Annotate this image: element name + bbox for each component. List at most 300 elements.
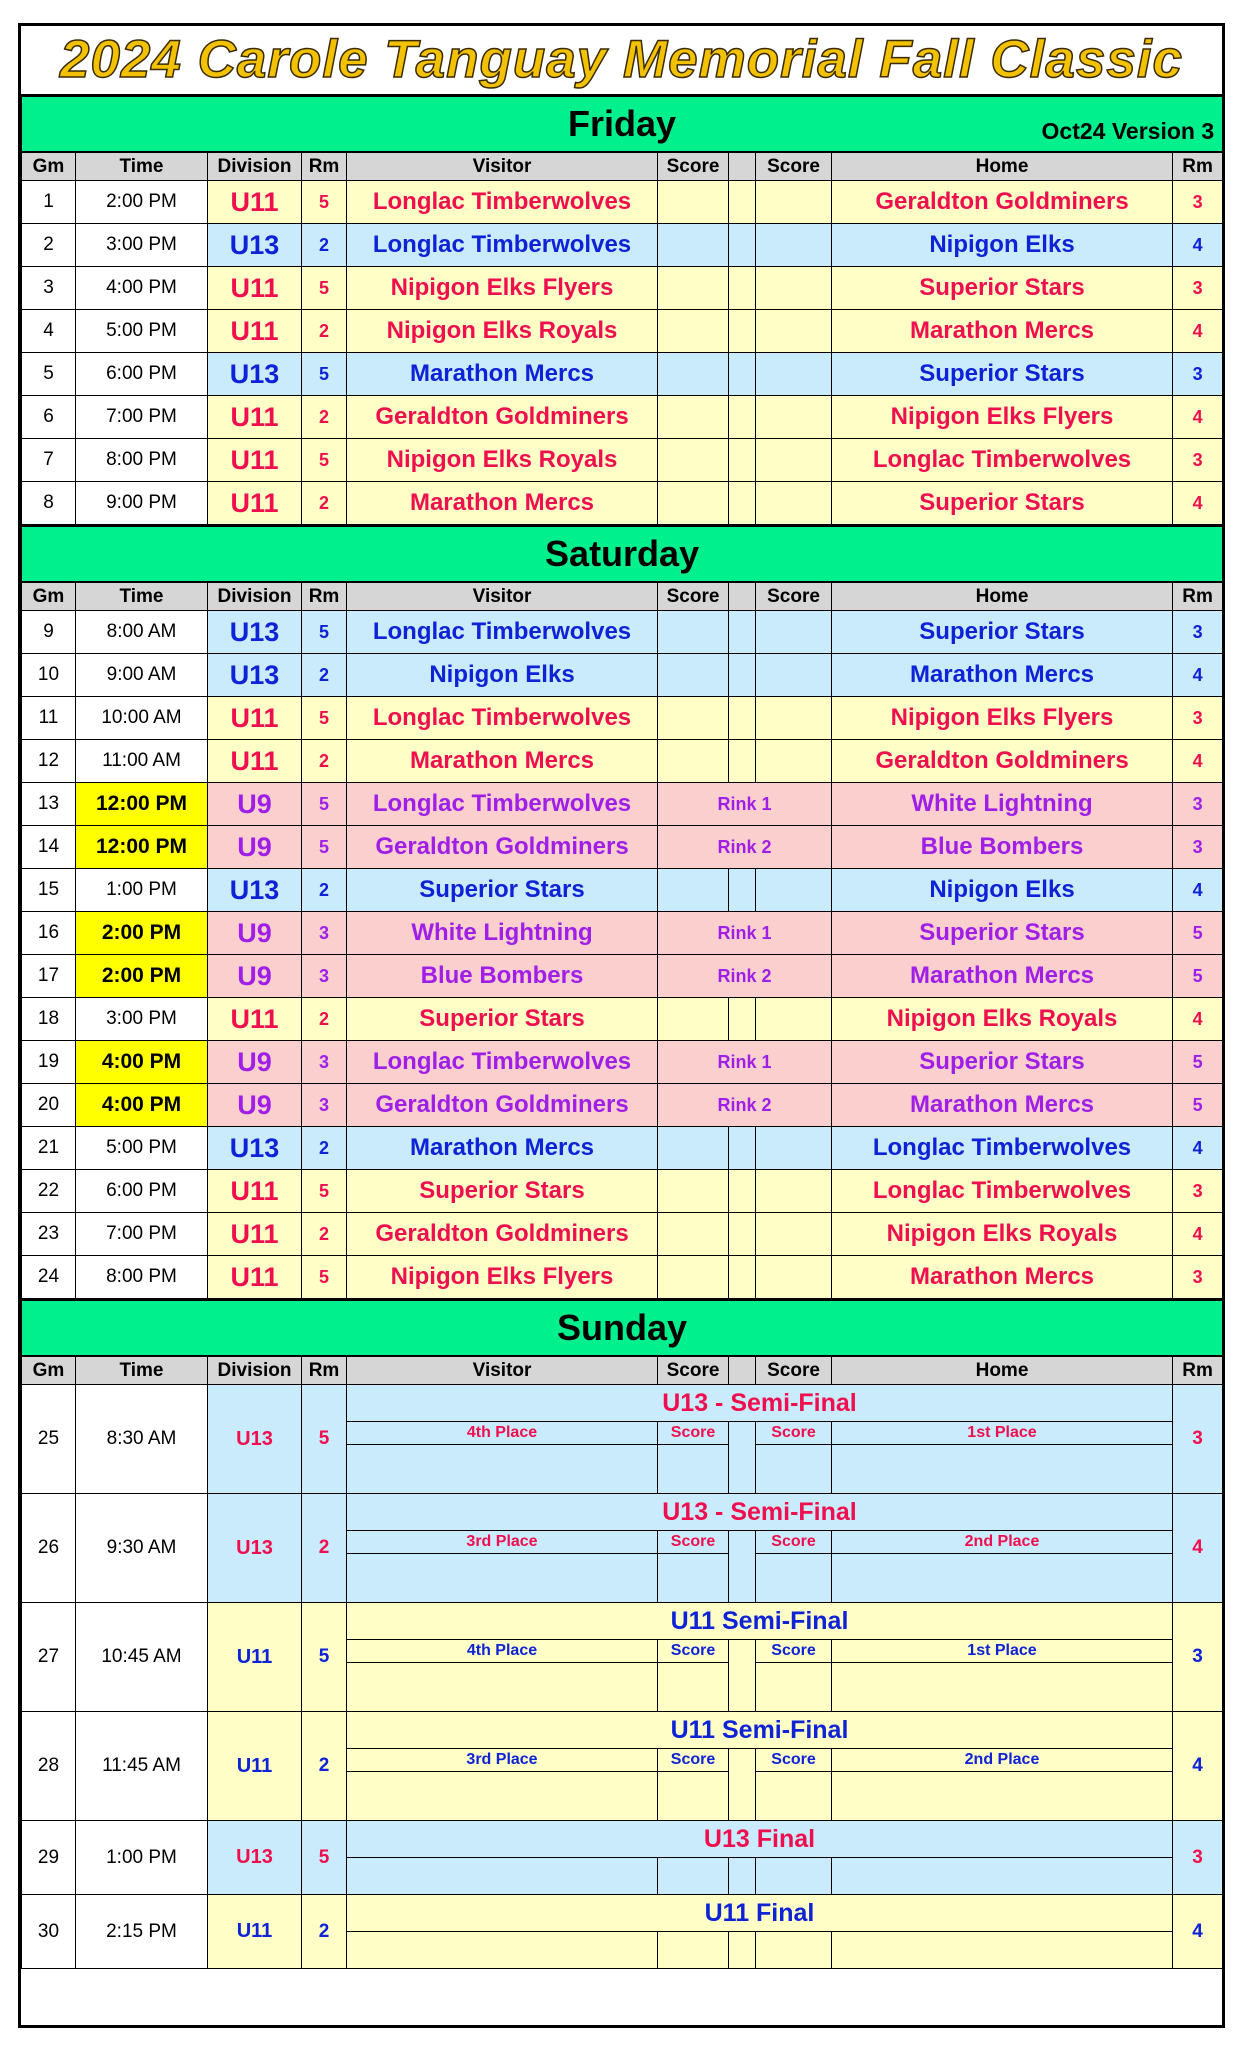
- game-time: 7:00 PM: [76, 1213, 208, 1256]
- game-time: 9:00 AM: [76, 654, 208, 697]
- visitor-score: [658, 310, 729, 353]
- game-row: [22, 783, 1223, 826]
- home-score: [756, 181, 832, 224]
- col-gap-header: [729, 152, 756, 181]
- visitor-score: [658, 611, 729, 654]
- visitor-score-entry: [658, 1932, 729, 1969]
- visitor-room: 2: [302, 224, 347, 267]
- game-division: U9: [208, 826, 302, 869]
- visitor-score-entry: [658, 1554, 729, 1603]
- home-room: 5: [1173, 912, 1223, 955]
- home-room: 4: [1173, 482, 1223, 526]
- game-division: U11: [208, 181, 302, 224]
- home-team: Marathon Mercs: [832, 1256, 1173, 1300]
- playoff-heading: U11 Semi-Final: [347, 1603, 1173, 1640]
- game-number: 12: [22, 740, 76, 783]
- schedule-table: [21, 94, 1223, 1969]
- score-gap: [729, 181, 756, 224]
- home-team-entry: [832, 1663, 1173, 1712]
- col-visitor-header: Visitor: [347, 152, 658, 181]
- day-banner: [22, 526, 1223, 583]
- rink-label: Rink 1: [658, 912, 832, 955]
- visitor-team: Longlac Timberwolves: [347, 181, 658, 224]
- visitor-team: Longlac Timberwolves: [347, 224, 658, 267]
- game-number: 28: [22, 1712, 76, 1821]
- home-score: [756, 1170, 832, 1213]
- visitor-score: [658, 869, 729, 912]
- visitor-team-entry: [347, 1554, 658, 1603]
- visitor-team-entry: [347, 1772, 658, 1821]
- game-division: U13: [208, 611, 302, 654]
- home-room: 3: [1173, 1170, 1223, 1213]
- game-number: 6: [22, 396, 76, 439]
- col-rm-header: Rm: [302, 1356, 347, 1385]
- visitor-team: Longlac Timberwolves: [347, 611, 658, 654]
- game-number: 7: [22, 439, 76, 482]
- col-gap-header: [729, 1356, 756, 1385]
- game-time: 11:00 AM: [76, 740, 208, 783]
- visitor-score-entry: [658, 1858, 729, 1895]
- visitor-score: [658, 1127, 729, 1170]
- day-banner: [22, 1300, 1223, 1357]
- home-team-entry: [832, 1932, 1173, 1969]
- home-score: [756, 998, 832, 1041]
- game-row: [22, 310, 1223, 353]
- col-score-header: Score: [756, 582, 832, 611]
- home-team-entry: [832, 1772, 1173, 1821]
- game-division: U13: [208, 1385, 302, 1494]
- home-room: 4: [1173, 654, 1223, 697]
- home-score: [756, 439, 832, 482]
- home-score: [756, 654, 832, 697]
- visitor-score: [658, 224, 729, 267]
- game-number: 13: [22, 783, 76, 826]
- home-team: Marathon Mercs: [832, 1084, 1173, 1127]
- score-gap: [729, 267, 756, 310]
- game-number: 27: [22, 1603, 76, 1712]
- home-team: Marathon Mercs: [832, 955, 1173, 998]
- visitor-team: Blue Bombers: [347, 955, 658, 998]
- game-number: 25: [22, 1385, 76, 1494]
- home-team: Longlac Timberwolves: [832, 1170, 1173, 1213]
- schedule-sheet: [18, 23, 1225, 2028]
- home-score: [756, 224, 832, 267]
- game-number: 22: [22, 1170, 76, 1213]
- game-division: U11: [208, 697, 302, 740]
- visitor-score-label: Score: [658, 1640, 729, 1663]
- game-division: U9: [208, 955, 302, 998]
- visitor-room: 5: [302, 783, 347, 826]
- home-room: 3: [1173, 697, 1223, 740]
- playoff-heading: U13 - Semi-Final: [347, 1385, 1173, 1422]
- score-gap: [729, 1127, 756, 1170]
- game-number: 19: [22, 1041, 76, 1084]
- game-number: 17: [22, 955, 76, 998]
- home-score-entry: [756, 1663, 832, 1712]
- visitor-room: 5: [302, 826, 347, 869]
- score-gap: [729, 1858, 756, 1895]
- score-gap: [729, 869, 756, 912]
- home-team: Blue Bombers: [832, 826, 1173, 869]
- visitor-room: 5: [302, 439, 347, 482]
- col-time-header: Time: [76, 152, 208, 181]
- visitor-team: Longlac Timberwolves: [347, 1041, 658, 1084]
- game-number: 5: [22, 353, 76, 396]
- game-time: 6:00 PM: [76, 353, 208, 396]
- page-title: 2024 Carole Tanguay Memorial Fall Classic: [59, 30, 1184, 89]
- col-score-header: Score: [756, 152, 832, 181]
- game-number: 14: [22, 826, 76, 869]
- visitor-score-label: Score: [658, 1749, 729, 1772]
- game-number: 10: [22, 654, 76, 697]
- game-time: 8:30 AM: [76, 1385, 208, 1494]
- game-number: 9: [22, 611, 76, 654]
- game-number: 26: [22, 1494, 76, 1603]
- game-time: 2:00 PM: [76, 181, 208, 224]
- col-home-header: Home: [832, 152, 1173, 181]
- visitor-team: Longlac Timberwolves: [347, 697, 658, 740]
- home-score: [756, 1127, 832, 1170]
- home-score: [756, 267, 832, 310]
- game-row: [22, 998, 1223, 1041]
- visitor-room: 2: [302, 482, 347, 526]
- game-time: 9:30 AM: [76, 1494, 208, 1603]
- home-score-label: Score: [756, 1640, 832, 1663]
- game-row: [22, 912, 1223, 955]
- game-division: U11: [208, 740, 302, 783]
- score-gap: [729, 1531, 756, 1603]
- home-seed-label: 2nd Place: [832, 1531, 1173, 1554]
- game-row: [22, 955, 1223, 998]
- col-rm-header: Rm: [1173, 152, 1223, 181]
- visitor-score-entry: [658, 1445, 729, 1494]
- home-seed-label: 1st Place: [832, 1640, 1173, 1663]
- home-room: 3: [1173, 826, 1223, 869]
- home-score: [756, 697, 832, 740]
- visitor-team: Geraldton Goldminers: [347, 1213, 658, 1256]
- visitor-team: Geraldton Goldminers: [347, 396, 658, 439]
- game-number: 23: [22, 1213, 76, 1256]
- visitor-room: 2: [302, 740, 347, 783]
- home-score-label: Score: [756, 1749, 832, 1772]
- day-title: Saturday: [545, 533, 700, 574]
- home-team: Geraldton Goldminers: [832, 181, 1173, 224]
- home-team: Nipigon Elks: [832, 224, 1173, 267]
- col-home-header: Home: [832, 1356, 1173, 1385]
- home-room: 3: [1173, 267, 1223, 310]
- home-room: 4: [1173, 1895, 1223, 1969]
- game-row: [22, 1256, 1223, 1300]
- home-score-label: Score: [756, 1531, 832, 1554]
- game-row: [22, 1712, 1223, 1749]
- game-row: [22, 1127, 1223, 1170]
- rink-label: Rink 2: [658, 1084, 832, 1127]
- col-rm-header: Rm: [302, 152, 347, 181]
- visitor-room: 2: [302, 654, 347, 697]
- home-team: Nipigon Elks: [832, 869, 1173, 912]
- game-time: 1:00 PM: [76, 1821, 208, 1895]
- game-division: U9: [208, 783, 302, 826]
- game-time: 6:00 PM: [76, 1170, 208, 1213]
- version-label: Oct24 Version 3: [1041, 118, 1215, 144]
- game-division: U13: [208, 224, 302, 267]
- visitor-team: Superior Stars: [347, 998, 658, 1041]
- game-row: [22, 1494, 1223, 1531]
- score-gap: [729, 1256, 756, 1300]
- home-team: Superior Stars: [832, 611, 1173, 654]
- visitor-score: [658, 654, 729, 697]
- visitor-room: 2: [302, 1494, 347, 1603]
- game-division: U11: [208, 310, 302, 353]
- col-gm-header: Gm: [22, 1356, 76, 1385]
- visitor-team-entry: [347, 1663, 658, 1712]
- col-gm-header: Gm: [22, 582, 76, 611]
- home-team: Superior Stars: [832, 267, 1173, 310]
- visitor-room: 5: [302, 353, 347, 396]
- game-time: 10:00 AM: [76, 697, 208, 740]
- game-time: 4:00 PM: [76, 267, 208, 310]
- game-division: U9: [208, 1084, 302, 1127]
- home-score: [756, 310, 832, 353]
- game-number: 1: [22, 181, 76, 224]
- visitor-team: Geraldton Goldminers: [347, 826, 658, 869]
- score-gap: [729, 310, 756, 353]
- home-room: 3: [1173, 1821, 1223, 1895]
- game-row: [22, 439, 1223, 482]
- game-number: 30: [22, 1895, 76, 1969]
- game-division: U11: [208, 998, 302, 1041]
- visitor-team-entry: [347, 1858, 658, 1895]
- home-room: 5: [1173, 955, 1223, 998]
- game-division: U9: [208, 1041, 302, 1084]
- col-score-header: Score: [658, 582, 729, 611]
- game-time: 3:00 PM: [76, 998, 208, 1041]
- game-time: 1:00 PM: [76, 869, 208, 912]
- home-score: [756, 869, 832, 912]
- game-row: [22, 611, 1223, 654]
- visitor-score: [658, 1170, 729, 1213]
- home-score: [756, 1213, 832, 1256]
- visitor-score: [658, 697, 729, 740]
- visitor-team: Superior Stars: [347, 869, 658, 912]
- visitor-room: 5: [302, 1821, 347, 1895]
- game-time: 2:00 PM: [76, 912, 208, 955]
- visitor-room: 5: [302, 611, 347, 654]
- home-score-entry: [756, 1932, 832, 1969]
- visitor-room: 5: [302, 181, 347, 224]
- game-row: [22, 267, 1223, 310]
- visitor-team: Marathon Mercs: [347, 482, 658, 526]
- visitor-room: 5: [302, 1170, 347, 1213]
- game-row: [22, 1385, 1223, 1422]
- home-room: 4: [1173, 998, 1223, 1041]
- score-gap: [729, 1170, 756, 1213]
- game-time: 7:00 PM: [76, 396, 208, 439]
- header-row: [22, 152, 1223, 181]
- visitor-seed-label: 4th Place: [347, 1422, 658, 1445]
- visitor-team: Marathon Mercs: [347, 740, 658, 783]
- visitor-team: Nipigon Elks: [347, 654, 658, 697]
- home-room: 4: [1173, 869, 1223, 912]
- game-time: 10:45 AM: [76, 1603, 208, 1712]
- game-time: 2:15 PM: [76, 1895, 208, 1969]
- game-row: [22, 1603, 1223, 1640]
- game-time: 11:45 AM: [76, 1712, 208, 1821]
- home-score: [756, 482, 832, 526]
- visitor-score: [658, 353, 729, 396]
- visitor-room: 2: [302, 310, 347, 353]
- game-time: 8:00 AM: [76, 611, 208, 654]
- game-number: 4: [22, 310, 76, 353]
- home-team-entry: [832, 1445, 1173, 1494]
- visitor-room: 5: [302, 1385, 347, 1494]
- game-row: [22, 396, 1223, 439]
- home-seed-label: 1st Place: [832, 1422, 1173, 1445]
- col-score-header: Score: [756, 1356, 832, 1385]
- visitor-score: [658, 396, 729, 439]
- home-room: 5: [1173, 1084, 1223, 1127]
- game-division: U13: [208, 1821, 302, 1895]
- visitor-room: 2: [302, 1712, 347, 1821]
- visitor-score-label: Score: [658, 1422, 729, 1445]
- home-room: 3: [1173, 353, 1223, 396]
- game-division: U11: [208, 1712, 302, 1821]
- game-row: [22, 869, 1223, 912]
- score-gap: [729, 1422, 756, 1494]
- day-title: Sunday: [557, 1307, 688, 1348]
- home-score-entry: [756, 1445, 832, 1494]
- game-time: 3:00 PM: [76, 224, 208, 267]
- game-row: [22, 1821, 1223, 1858]
- rink-label: Rink 2: [658, 826, 832, 869]
- game-division: U13: [208, 353, 302, 396]
- visitor-room: 2: [302, 1127, 347, 1170]
- home-score-entry: [756, 1772, 832, 1821]
- visitor-score: [658, 998, 729, 1041]
- visitor-team: Superior Stars: [347, 1170, 658, 1213]
- home-team: Nipigon Elks Royals: [832, 1213, 1173, 1256]
- visitor-score: [658, 1213, 729, 1256]
- game-number: 20: [22, 1084, 76, 1127]
- game-time: 5:00 PM: [76, 1127, 208, 1170]
- home-room: 4: [1173, 224, 1223, 267]
- game-time: 9:00 PM: [76, 482, 208, 526]
- home-team: Superior Stars: [832, 1041, 1173, 1084]
- home-seed-label: 2nd Place: [832, 1749, 1173, 1772]
- home-room: 4: [1173, 396, 1223, 439]
- home-room: 4: [1173, 1127, 1223, 1170]
- day-row: [22, 1300, 1223, 1357]
- home-team: Nipigon Elks Royals: [832, 998, 1173, 1041]
- home-room: 3: [1173, 1385, 1223, 1494]
- home-score: [756, 740, 832, 783]
- visitor-score: [658, 439, 729, 482]
- rink-label: Rink 1: [658, 783, 832, 826]
- game-number: 18: [22, 998, 76, 1041]
- visitor-team-entry: [347, 1932, 658, 1969]
- game-time: 12:00 PM: [76, 826, 208, 869]
- game-number: 21: [22, 1127, 76, 1170]
- visitor-team: Geraldton Goldminers: [347, 1084, 658, 1127]
- game-row: [22, 740, 1223, 783]
- game-division: U13: [208, 1127, 302, 1170]
- home-room: 3: [1173, 1256, 1223, 1300]
- game-division: U11: [208, 1603, 302, 1712]
- game-number: 3: [22, 267, 76, 310]
- game-time: 2:00 PM: [76, 955, 208, 998]
- col-rm-header: Rm: [302, 582, 347, 611]
- visitor-score: [658, 740, 729, 783]
- home-team: White Lightning: [832, 783, 1173, 826]
- home-room: 3: [1173, 1603, 1223, 1712]
- game-time: 4:00 PM: [76, 1084, 208, 1127]
- score-gap: [729, 611, 756, 654]
- visitor-team: Nipigon Elks Royals: [347, 310, 658, 353]
- col-division-header: Division: [208, 582, 302, 611]
- home-team: Geraldton Goldminers: [832, 740, 1173, 783]
- visitor-room: 5: [302, 267, 347, 310]
- visitor-room: 3: [302, 912, 347, 955]
- home-room: 4: [1173, 310, 1223, 353]
- rink-label: Rink 2: [658, 955, 832, 998]
- home-room: 3: [1173, 783, 1223, 826]
- game-division: U13: [208, 869, 302, 912]
- score-gap: [729, 353, 756, 396]
- home-score: [756, 353, 832, 396]
- col-visitor-header: Visitor: [347, 582, 658, 611]
- game-division: U11: [208, 439, 302, 482]
- home-team-entry: [832, 1554, 1173, 1603]
- home-score: [756, 611, 832, 654]
- col-rm-header: Rm: [1173, 1356, 1223, 1385]
- game-row: [22, 697, 1223, 740]
- visitor-room: 2: [302, 998, 347, 1041]
- home-room: 3: [1173, 181, 1223, 224]
- visitor-room: 3: [302, 1084, 347, 1127]
- game-row: [22, 1213, 1223, 1256]
- score-gap: [729, 439, 756, 482]
- home-team: Nipigon Elks Flyers: [832, 396, 1173, 439]
- game-number: 29: [22, 1821, 76, 1895]
- visitor-room: 2: [302, 1213, 347, 1256]
- day-row: [22, 526, 1223, 583]
- game-division: U11: [208, 1213, 302, 1256]
- game-row: [22, 826, 1223, 869]
- visitor-seed-label: 3rd Place: [347, 1531, 658, 1554]
- home-team: Longlac Timberwolves: [832, 439, 1173, 482]
- visitor-score-entry: [658, 1772, 729, 1821]
- home-team: Marathon Mercs: [832, 654, 1173, 697]
- header-row: [22, 582, 1223, 611]
- visitor-score: [658, 181, 729, 224]
- col-rm-header: Rm: [1173, 582, 1223, 611]
- game-division: U11: [208, 267, 302, 310]
- visitor-room: 2: [302, 869, 347, 912]
- home-room: 3: [1173, 611, 1223, 654]
- visitor-team: Longlac Timberwolves: [347, 783, 658, 826]
- visitor-room: 5: [302, 1256, 347, 1300]
- score-gap: [729, 1749, 756, 1821]
- visitor-room: 5: [302, 1603, 347, 1712]
- game-number: 11: [22, 697, 76, 740]
- game-division: U11: [208, 1256, 302, 1300]
- visitor-score-label: Score: [658, 1531, 729, 1554]
- game-row: [22, 1170, 1223, 1213]
- visitor-room: 2: [302, 1895, 347, 1969]
- game-row: [22, 482, 1223, 526]
- col-visitor-header: Visitor: [347, 1356, 658, 1385]
- home-score-entry: [756, 1858, 832, 1895]
